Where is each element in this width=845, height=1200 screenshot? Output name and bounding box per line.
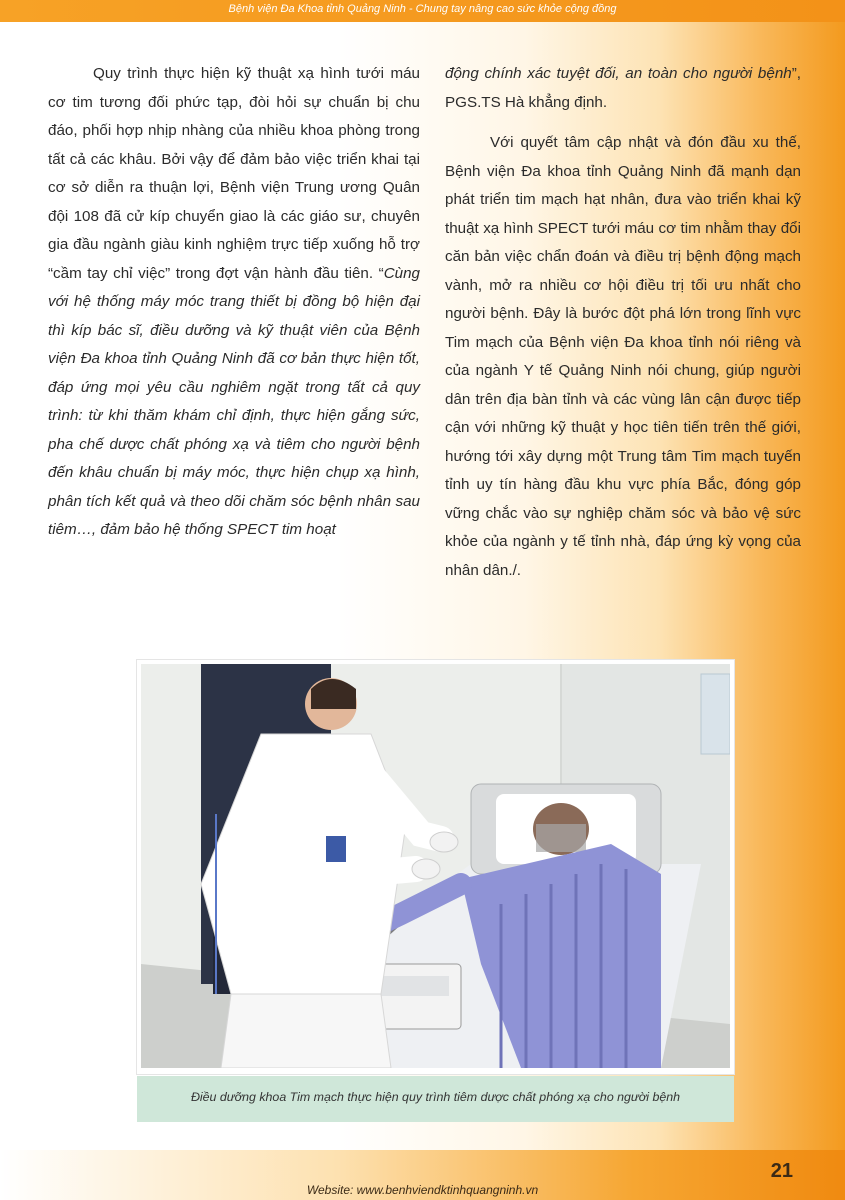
running-header: Bệnh viện Đa Khoa tỉnh Quảng Ninh - Chung tay nâng cao sức khỏe cộng đồng <box>228 3 617 15</box>
quote-attribution: ”, PGS.TS Hà khẳng định. <box>445 65 801 111</box>
paragraph-conclusion: Với quyết tâm cập nhật và đón đầu xu thế, Bệnh viện Đa khoa tỉnh Quảng Ninh đã mạnh dạn phát triển tim mạch hạt nhân, đưa vào triển khai kỹ thuật xạ hình SPECT tưới máu cơ tim nhằm thay đổi căn bản việc chẩn đoán và điều trị bệnh động mạch vành, mở ra nhiều cơ hội điều trị tối ưu nhất cho người bệnh. Đây là bước đột phá lớn trong lĩnh vực Tim mạch của Bệnh viện Đa khoa tỉnh nói riêng và của ngành Y tế Quảng Ninh nói chung, giúp người dân trên địa bàn tỉnh và các vùng lân cận được tiếp cận với những kỹ thuật y học tiên tiến trên thế giới, hướng tới xây dựng một Trung tâm Tim mạch tuyến tỉnh uy tín hàng đầu khu vực phía Bắc, đóng góp vững chắc vào sự nghiệp chăm sóc và bảo vệ sức khỏe của ngành y tế tỉnh nhà, đáp ứng kỳ vọng của nhân dân./. <box>445 134 801 579</box>
website-label: Website: <box>306 1183 354 1197</box>
figure-caption-box <box>137 1076 734 1122</box>
nurse-injecting-patient-illustration <box>141 664 730 1068</box>
footer-website <box>0 1183 845 1197</box>
article-column-right <box>445 60 801 585</box>
article-column-left <box>48 60 420 545</box>
paragraph-text: Quy trình thực hiện kỹ thuật xạ hình tưới máu cơ tim tương đối phức tạp, đòi hỏi sự chuẩn bị chu đáo, phối hợp nhịp nhàng của nhiều khoa phòng trong tất cả các khâu. Bởi vậy để đảm bảo việc triển khai tại cơ sở diễn ra thuận lợi, Bệnh viện Trung ương Quân đội 108 đã cử kíp chuyển giao là các giáo sư, chuyên gia đầu ngành giàu kinh nghiệm trực tiếp xuống hỗ trợ “cầm tay chỉ việc” trong đợt vận hành đầu tiên. “ <box>48 65 420 282</box>
website-url[interactable]: www.benhviendktinhquangninh.vn <box>356 1183 539 1197</box>
quote-text: Cùng với hệ thống máy móc trang thiết bị đồng bộ hiện đại thì kíp bác sĩ, điều dưỡng và kỹ thuật viên của Bệnh viện Đa khoa tỉnh Quảng Ninh đã cơ bản thực hiện tốt, đáp ứng mọi yêu cầu nghiêm ngặt trong tất cả quy trình: từ khi thăm khám chỉ định, thực hiện gắng sức, pha chế dược chất phóng xạ và tiêm cho người bệnh đến khâu chuẩn bị máy móc, thực hiện chụp xạ hình, phân tích kết quả và theo dõi chăm sóc bệnh nhân sau tiêm…, đảm bảo hệ thống SPECT tim hoạt <box>48 264 420 538</box>
quote-text-end: động chính xác tuyệt đối, an toàn cho người bệnh <box>445 65 792 82</box>
figure-photo-frame <box>137 660 734 1074</box>
quote-continuation <box>445 60 801 117</box>
paragraph-procedure <box>48 60 420 545</box>
figure-caption: Điều dưỡng khoa Tim mạch thực hiện quy trình tiêm dược chất phóng xạ cho người bệnh <box>190 1090 681 1104</box>
page-number: 21 <box>770 1160 793 1182</box>
hospital-photo <box>141 664 730 1068</box>
